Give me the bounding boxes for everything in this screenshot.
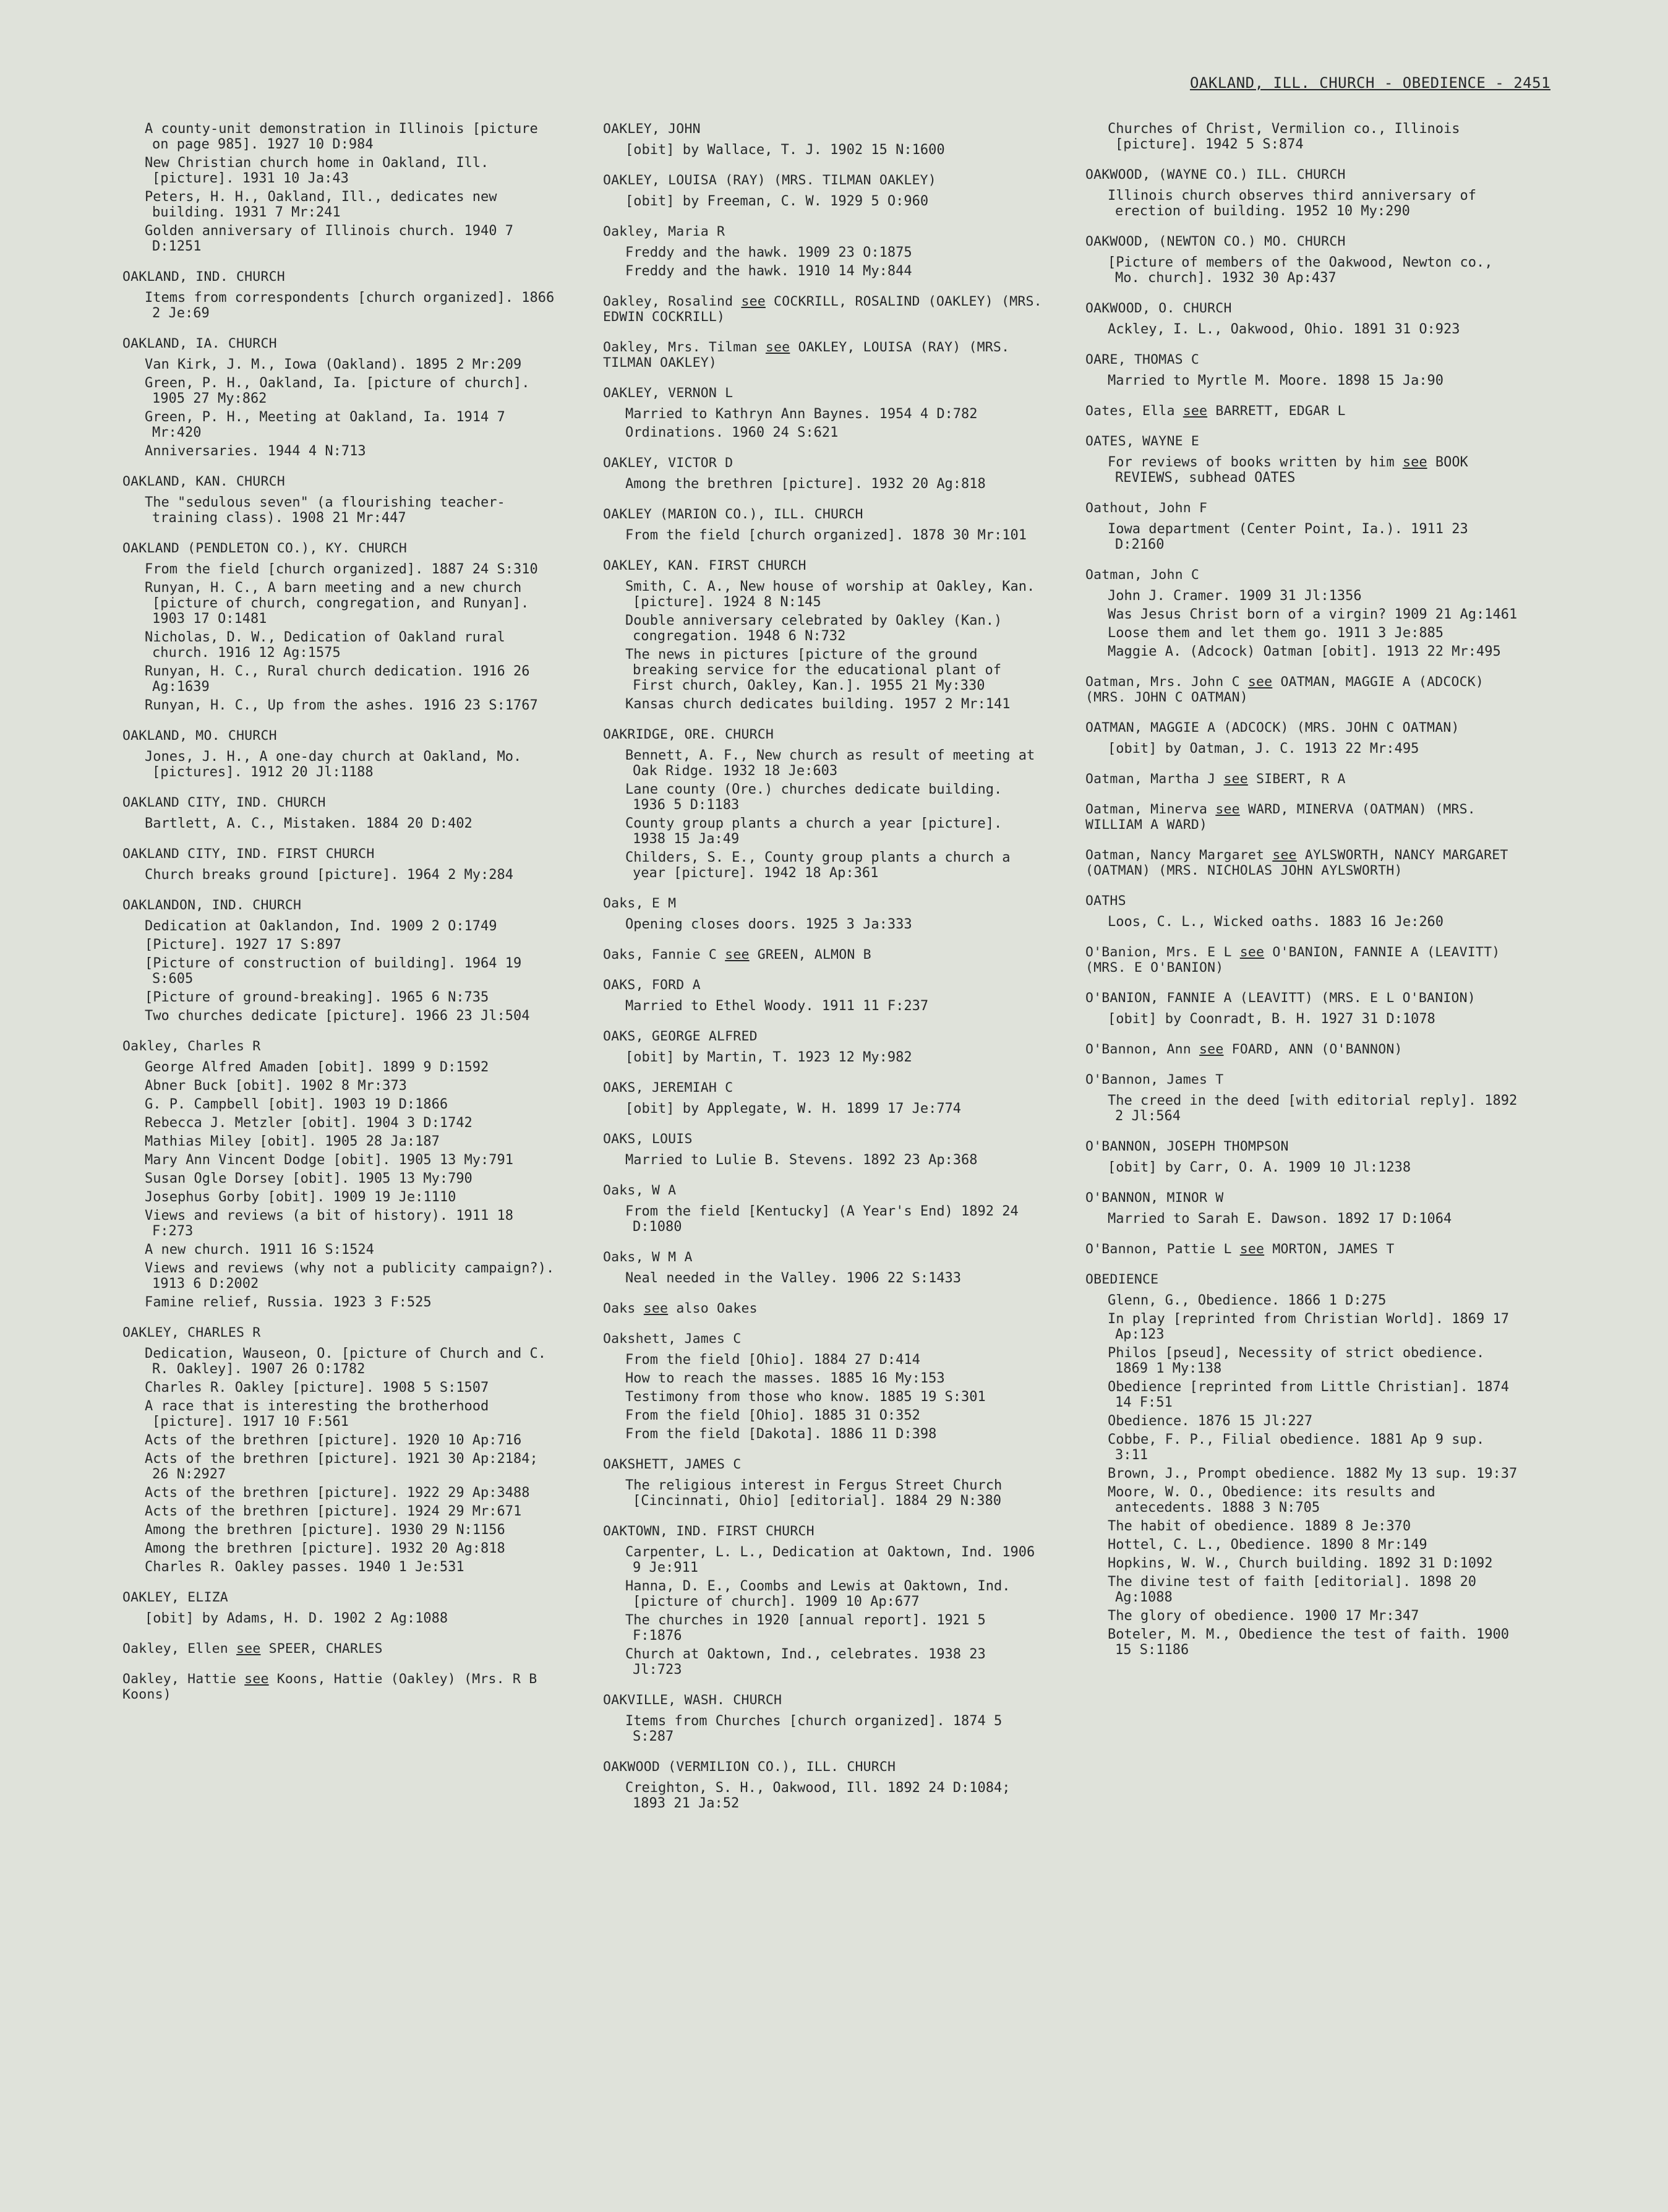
citation-line: [obit] by Martin, T. 1923 12 My:982 — [625, 1050, 912, 1065]
entry-heading: OAKTOWN, IND. FIRST CHURCH — [603, 1524, 815, 1539]
citation-line: Double anniversary celebrated by Oakley (Kan.) congregation. 1948 6 N:732 — [625, 613, 1003, 644]
index-entry — [122, 1325, 562, 1575]
entry-heading: OAKVILLE, WASH. CHURCH — [603, 1692, 782, 1708]
citation-line: A race that is interesting the brotherhood [picture]. 1917 10 F:561 — [145, 1399, 489, 1430]
index-entry — [1085, 945, 1525, 975]
index-entry — [122, 1039, 562, 1310]
citation-line: Acts of the brethren [picture]. 1920 10 Ap:716 — [145, 1433, 522, 1448]
citation-line: Anniversaries. 1944 4 N:713 — [145, 444, 366, 459]
entry-heading: Oaks, W M A — [603, 1250, 693, 1265]
citation-line: Rebecca J. Metzler [obit]. 1904 3 D:1742 — [145, 1115, 473, 1131]
citation-line: Bartlett, A. C., Mistaken. 1884 20 D:402 — [145, 816, 473, 831]
citation-line: Freddy and the hawk. 1910 14 My:844 — [625, 264, 912, 279]
citation-line: Among the brethren [picture]. 1930 29 N:1156 — [145, 1522, 505, 1538]
entry-heading: OAKLAND (PENDLETON CO.), KY. CHURCH — [122, 541, 408, 556]
index-entry — [603, 1524, 1042, 1678]
entry-heading: Oatman, Nancy Margaret see AYLSWORTH, NANCY MARGARET (OATMAN) (MRS. NICHOLAS JOHN AYLSWORTH) — [1085, 847, 1508, 878]
citation-line: Views and reviews (why not a publicity campaign?). 1913 6 D:2002 — [145, 1261, 555, 1292]
citation-line: A new church. 1911 16 S:1524 — [145, 1242, 374, 1258]
index-entry — [1085, 352, 1525, 388]
entry-heading: Oakley, Ellen see SPEER, CHARLES — [122, 1641, 383, 1657]
entry-heading: Oates, Ella see BARRETT, EDGAR L — [1085, 403, 1346, 419]
citation-line: Runyan, H. C., Rural church dedication. 1916 26 Ag:1639 — [145, 664, 530, 695]
index-entry — [122, 541, 562, 713]
index-entry — [1085, 121, 1525, 152]
entry-heading: OAKLEY (MARION CO.), ILL. CHURCH — [603, 507, 863, 522]
citation-line: [obit] by Adams, H. D. 1902 2 Ag:1088 — [145, 1611, 448, 1626]
entry-heading: O'BANNON, MINOR W — [1085, 1190, 1224, 1206]
index-entry — [1085, 567, 1525, 659]
citation-line: Runyan, H. C., Up from the ashes. 1916 23 S:1767 — [145, 698, 538, 713]
entry-heading: Oatman, John C — [1085, 567, 1200, 583]
entry-heading: OAKLEY, LOUISA (RAY) (MRS. TILMAN OAKLEY) — [603, 173, 936, 188]
citation-line: [obit] by Wallace, T. J. 1902 15 N:1600 — [625, 142, 945, 158]
citation-line: Van Kirk, J. M., Iowa (Oakland). 1895 2 Mr:209 — [145, 357, 522, 372]
index-entry — [122, 898, 562, 1024]
citation-line: Freddy and the hawk. 1909 23 O:1875 — [625, 245, 912, 260]
citation-line: The religious interest in Fergus Street Church [Cincinnati, Ohio] [editorial]. 1884 29 N:380 — [625, 1478, 1003, 1509]
citation-line: Boteler, M. M., Obedience the test of faith. 1900 15 S:1186 — [1108, 1627, 1510, 1658]
citation-line: John J. Cramer. 1909 31 Jl:1356 — [1108, 588, 1362, 604]
entry-heading: OAKLEY, KAN. FIRST CHURCH — [603, 558, 806, 573]
index-entry — [603, 224, 1042, 279]
citation-line: County group plants a church a year [picture]. 1938 15 Ja:49 — [625, 816, 1003, 847]
index-entry — [1085, 434, 1525, 486]
citation-line: For reviews of books written by him see BOOK REVIEWS, subhead OATES — [1108, 455, 1468, 486]
entry-heading: Oaks see also Oakes — [603, 1301, 758, 1316]
entry-heading: OAKLAND CITY, IND. FIRST CHURCH — [122, 846, 375, 862]
index-column-1 — [122, 121, 562, 1717]
index-entry — [603, 455, 1042, 492]
citation-line: From the field [Kentucky] (A Year's End) 1892 24 D:1080 — [625, 1204, 1019, 1235]
citation-line: The churches in 1920 [annual report]. 1921 5 F:1876 — [625, 1613, 986, 1644]
entry-heading: Oakley, Rosalind see COCKRILL, ROSALIND (OAKLEY) (MRS. EDWIN COCKRILL) — [603, 294, 1042, 325]
index-entry — [1085, 1272, 1525, 1658]
index-entry — [1085, 847, 1525, 878]
index-entry — [1085, 720, 1525, 757]
entry-heading: O'Bannon, James T — [1085, 1072, 1224, 1087]
entry-heading: Oakley, Maria R — [603, 224, 725, 239]
citation-line: [obit] by Applegate, W. H. 1899 17 Je:774 — [625, 1101, 962, 1117]
citation-line: Josephus Gorby [obit]. 1909 19 Je:1110 — [145, 1190, 456, 1205]
entry-heading: Oakshett, James C — [603, 1331, 742, 1347]
index-entry — [1085, 167, 1525, 219]
index-entry — [603, 507, 1042, 543]
index-entry — [603, 1331, 1042, 1442]
citation-line: From the field [church organized]. 1878 30 Mr:101 — [625, 528, 1027, 543]
index-entry — [603, 385, 1042, 440]
citation-line: New Christian church home in Oakland, Ill. [picture]. 1931 10 Ja:43 — [145, 155, 489, 186]
entry-heading: Oaks, W A — [603, 1183, 677, 1198]
citation-line: Charles R. Oakley passes. 1940 1 Je:531 — [145, 1559, 464, 1575]
index-column-2 — [603, 121, 1042, 1826]
index-entry — [603, 173, 1042, 209]
entry-heading: OATES, WAYNE E — [1085, 434, 1200, 449]
index-entry — [603, 727, 1042, 881]
entry-heading: OAKLAND, KAN. CHURCH — [122, 474, 285, 489]
entry-heading: OAKS, FORD A — [603, 977, 701, 993]
index-entry — [1085, 1042, 1525, 1057]
citation-line: Abner Buck [obit]. 1902 8 Mr:373 — [145, 1078, 407, 1094]
entry-heading: Oatman, Minerva see WARD, MINERVA (OATMAN) (MRS. WILLIAM A WARD) — [1085, 802, 1476, 833]
index-entry — [603, 1080, 1042, 1117]
citation-line: Church at Oaktown, Ind., celebrates. 1938 23 Jl:723 — [625, 1647, 986, 1678]
entry-heading: OAKLEY, CHARLES R — [122, 1325, 261, 1340]
entry-heading: O'BANNON, JOSEPH THOMPSON — [1085, 1139, 1289, 1154]
citation-line: Philos [pseud], Necessity of strict obedience. 1869 1 My:138 — [1108, 1345, 1485, 1376]
citation-line: Runyan, H. C., A barn meeting and a new church [picture of church, congregation, and Runyan]. 1903 17 O:1481 — [145, 580, 529, 627]
entry-heading: O'BANION, FANNIE A (LEAVITT) (MRS. E L O'BANION) — [1085, 990, 1476, 1006]
entry-heading: O'Bannon, Pattie L see MORTON, JAMES T — [1085, 1241, 1395, 1257]
entry-heading: OAKLEY, ELIZA — [122, 1590, 228, 1605]
citation-line: Loos, C. L., Wicked oaths. 1883 16 Je:260 — [1108, 914, 1444, 930]
index-entry — [603, 1457, 1042, 1509]
citation-line: [obit] by Coonradt, B. H. 1927 31 D:1078 — [1108, 1011, 1435, 1027]
citation-line: Acts of the brethren [picture]. 1921 30 Ap:2184; 26 N:2927 — [145, 1451, 538, 1482]
index-entry — [1085, 771, 1525, 787]
entry-heading: Oatman, Mrs. John C see OATMAN, MAGGIE A (ADCOCK) (MRS. JOHN C OATMAN) — [1085, 674, 1484, 705]
entry-heading: OAKRIDGE, ORE. CHURCH — [603, 727, 774, 742]
citation-line: Lane county (Ore.) churches dedicate building. 1936 5 D:1183 — [625, 782, 1003, 813]
citation-line: The divine test of faith [editorial]. 1898 20 Ag:1088 — [1108, 1574, 1477, 1605]
entry-heading: OATMAN, MAGGIE A (ADCOCK) (MRS. JOHN C OATMAN) — [1085, 720, 1460, 735]
entry-heading: Oakley, Mrs. Tilman see OAKLEY, LOUISA (RAY) (MRS. TILMAN OAKLEY) — [603, 340, 1010, 371]
citation-line: Two churches dedicate [picture]. 1966 23 Jl:504 — [145, 1008, 530, 1024]
entry-heading: OAKWOOD (VERMILION CO.), ILL. CHURCH — [603, 1759, 896, 1775]
entry-heading: OAKLEY, VERNON L — [603, 385, 733, 401]
entry-heading: OAKS, GEORGE ALFRED — [603, 1029, 758, 1044]
entry-heading: OAKLANDON, IND. CHURCH — [122, 898, 302, 913]
entry-heading: OAKLAND, IND. CHURCH — [122, 269, 285, 285]
citation-line: Married to Myrtle M. Moore. 1898 15 Ja:90 — [1108, 373, 1444, 388]
citation-line: Childers, S. E., County group plants a church a year [picture]. 1942 18 Ap:361 — [625, 850, 1011, 881]
citation-line: From the field [Ohio]. 1884 27 D:414 — [625, 1352, 920, 1368]
citation-line: Bennett, A. F., New church as result of meeting at Oak Ridge. 1932 18 Je:603 — [625, 748, 1035, 779]
index-entry — [1085, 1139, 1525, 1175]
citation-line: George Alfred Amaden [obit]. 1899 9 D:1592 — [145, 1060, 489, 1075]
index-entry — [603, 1250, 1042, 1286]
index-entry — [1085, 893, 1525, 930]
citation-line: Among the brethren [picture]. 1932 20 Ag:818 — [145, 1541, 505, 1556]
entry-heading: OAKLAND CITY, IND. CHURCH — [122, 795, 326, 810]
citation-line: A county-unit demonstration in Illinois [picture on page 985]. 1927 10 D:984 — [145, 121, 538, 152]
citation-line: Was Jesus Christ born of a virgin? 1909 21 Ag:1461 — [1108, 607, 1518, 622]
citation-line: Hanna, D. E., Coombs and Lewis at Oaktown, Ind. [picture of church]. 1909 10 Ap:677 — [625, 1579, 1011, 1610]
citation-line: Among the brethren [picture]. 1932 20 Ag:818 — [625, 476, 986, 492]
citation-line: Married to Ethel Woody. 1911 11 F:237 — [625, 998, 929, 1014]
citation-line: Iowa department (Center Point, Ia.). 1911 23 D:2160 — [1108, 521, 1468, 552]
index-entry — [603, 1301, 1042, 1316]
index-entry — [603, 121, 1042, 158]
entry-heading: OAKWOOD, (NEWTON CO.) MO. CHURCH — [1085, 234, 1346, 249]
citation-line: Maggie A. (Adcock) Oatman [obit]. 1913 22 Mr:495 — [1108, 644, 1501, 659]
citation-line: Mathias Miley [obit]. 1905 28 Ja:187 — [145, 1134, 440, 1149]
index-entry — [603, 1183, 1042, 1235]
entry-heading: OAKLEY, JOHN — [603, 121, 701, 137]
citation-line: Ackley, I. L., Oakwood, Ohio. 1891 31 O:923 — [1108, 322, 1460, 337]
index-entry — [122, 474, 562, 526]
index-entry — [1085, 802, 1525, 833]
index-entry — [1085, 1072, 1525, 1124]
index-entry — [603, 977, 1042, 1014]
citation-line: Kansas church dedicates building. 1957 2 Mr:141 — [625, 697, 1011, 712]
citation-line: Hottel, C. L., Obedience. 1890 8 Mr:149 — [1108, 1537, 1427, 1553]
index-entry — [1085, 301, 1525, 337]
citation-line: [Picture of members of the Oakwood, Newton co., Mo. church]. 1932 30 Ap:437 — [1108, 255, 1493, 286]
citation-line: The glory of obedience. 1900 17 Mr:347 — [1108, 1608, 1419, 1624]
entry-heading: OBEDIENCE — [1085, 1272, 1159, 1287]
entry-heading: OAKS, JEREMIAH C — [603, 1080, 733, 1095]
index-entry — [603, 896, 1042, 932]
citation-line: Carpenter, L. L., Dedication at Oaktown, Ind. 1906 9 Je:911 — [625, 1545, 1035, 1575]
citation-line: [Picture]. 1927 17 S:897 — [145, 937, 341, 953]
citation-line: Peters, H. H., Oakland, Ill., dedicates new building. 1931 7 Mr:241 — [145, 189, 497, 220]
index-entry — [122, 1590, 562, 1626]
citation-line: From the field [Ohio]. 1885 31 O:352 — [625, 1408, 920, 1423]
citation-line: Churches of Christ, Vermilion co., Illinois [picture]. 1942 5 S:874 — [1108, 121, 1460, 152]
citation-line: Neal needed in the Valley. 1906 22 S:1433 — [625, 1271, 962, 1286]
entry-heading: Oaks, E M — [603, 896, 677, 911]
index-entry — [1085, 1241, 1525, 1257]
entry-heading: OAKSHETT, JAMES C — [603, 1457, 742, 1472]
citation-line: Nicholas, D. W., Dedication of Oakland rural church. 1916 12 Ag:1575 — [145, 630, 505, 661]
citation-line: [obit] by Carr, O. A. 1909 10 Jl:1238 — [1108, 1160, 1411, 1175]
citation-line: Acts of the brethren [picture]. 1922 29 Ap:3488 — [145, 1485, 530, 1501]
citation-line: Items from Churches [church organized]. 1874 5 S:287 — [625, 1713, 1003, 1744]
index-entry — [122, 269, 562, 321]
citation-line: The "sedulous seven" (a flourishing teacher-training class). 1908 21 Mr:447 — [145, 495, 505, 526]
citation-line: The habit of obedience. 1889 8 Je:370 — [1108, 1519, 1411, 1534]
index-entry — [122, 846, 562, 883]
citation-line: [Picture of construction of building]. 1964 19 S:605 — [145, 956, 522, 987]
citation-line: [obit] by Oatman, J. C. 1913 22 Mr:495 — [1108, 741, 1419, 757]
citation-line: Green, P. H., Meeting at Oakland, Ia. 1914 7 Mr:420 — [145, 409, 505, 440]
index-entry — [122, 795, 562, 831]
citation-line: Golden anniversary of Illinois church. 1940 7 D:1251 — [145, 223, 514, 254]
index-entry — [122, 336, 562, 459]
citation-line: Green, P. H., Oakland, Ia. [picture of church]. 1905 27 My:862 — [145, 375, 530, 406]
citation-line: Opening closes doors. 1925 3 Ja:333 — [625, 917, 912, 932]
index-entry — [1085, 500, 1525, 552]
citation-line: Testimony from those who know. 1885 19 S:301 — [625, 1389, 986, 1405]
citation-line: Married to Kathryn Ann Baynes. 1954 4 D:782 — [625, 406, 978, 422]
citation-line: Glenn, G., Obedience. 1866 1 D:275 — [1108, 1293, 1387, 1308]
citation-line: Views and reviews (a bit of history). 1911 18 F:273 — [145, 1208, 514, 1239]
citation-line: [obit] by Freeman, C. W. 1929 5 O:960 — [625, 194, 929, 209]
citation-line: G. P. Campbell [obit]. 1903 19 D:1866 — [145, 1097, 448, 1112]
citation-line: Cobbe, F. P., Filial obedience. 1881 Ap 9 sup. 3:11 — [1108, 1432, 1485, 1463]
citation-line: The news in pictures [picture of the ground breaking service for the educational plant of First church, Oakley, Kan.]. 1955 21 My:330 — [625, 647, 1002, 693]
citation-line: Creighton, S. H., Oakwood, Ill. 1892 24 D:1084; 1893 21 Ja:52 — [625, 1780, 1011, 1811]
citation-line: Hopkins, W. W., Church building. 1892 31 D:1092 — [1108, 1556, 1493, 1571]
citation-line: Ordinations. 1960 24 S:621 — [625, 425, 839, 440]
index-entry — [1085, 990, 1525, 1027]
citation-line: Loose them and let them go. 1911 3 Je:885 — [1108, 625, 1444, 641]
index-entry — [603, 947, 1042, 962]
entry-heading: OAKLEY, VICTOR D — [603, 455, 733, 471]
citation-line: The creed in the deed [with editorial reply]. 1892 2 Jl:564 — [1108, 1093, 1518, 1124]
citation-line: [Picture of ground-breaking]. 1965 6 N:735 — [145, 990, 489, 1005]
entry-heading: OARE, THOMAS C — [1085, 352, 1200, 367]
citation-line: Acts of the brethren [picture]. 1924 29 Mr:671 — [145, 1504, 522, 1519]
entry-heading: Oathout, John F — [1085, 500, 1208, 516]
index-entry — [603, 1692, 1042, 1744]
running-head: OAKLAND, ILL. CHURCH - OBEDIENCE - 2451 — [1189, 74, 1550, 92]
entry-heading: O'Bannon, Ann see FOARD, ANN (O'BANNON) — [1085, 1042, 1403, 1057]
citation-line: Items from correspondents [church organized]. 1866 2 Je:69 — [145, 290, 555, 321]
entry-heading: OATHS — [1085, 893, 1126, 909]
citation-line: From the field [church organized]. 1887 24 S:310 — [145, 562, 538, 577]
citation-line: Dedication, Wauseon, O. [picture of Church and C. R. Oakley]. 1907 26 O:1782 — [145, 1346, 547, 1377]
entry-heading: Oaks, Fannie C see GREEN, ALMON B — [603, 947, 871, 962]
index-entry — [122, 1671, 562, 1702]
citation-line: Moore, W. O., Obedience: its results and antecedents. 1888 3 N:705 — [1108, 1485, 1435, 1515]
citation-line: Illinois church observes third anniversary of erection of building. 1952 10 My:290 — [1108, 188, 1477, 219]
entry-heading: O'Banion, Mrs. E L see O'BANION, FANNIE A (LEAVITT) (MRS. E O'BANION) — [1085, 945, 1500, 975]
citation-line: Church breaks ground [picture]. 1964 2 My:284 — [145, 867, 514, 883]
index-entry — [603, 340, 1042, 371]
index-entry — [1085, 674, 1525, 705]
index-entry — [122, 1641, 562, 1657]
citation-line: Smith, C. A., New house of worship at Oakley, Kan. [picture]. 1924 8 N:145 — [625, 579, 1035, 610]
citation-line: Jones, J. H., A one-day church at Oakland, Mo. [pictures]. 1912 20 Jl:1188 — [145, 749, 522, 780]
entry-heading: Oakley, Charles R — [122, 1039, 261, 1054]
citation-line: Famine relief, Russia. 1923 3 F:525 — [145, 1295, 432, 1310]
index-entry — [603, 1029, 1042, 1065]
index-entry — [1085, 403, 1525, 419]
citation-line: Susan Ogle Dorsey [obit]. 1905 13 My:790 — [145, 1171, 473, 1186]
index-entry — [122, 121, 562, 254]
citation-line: Dedication at Oaklandon, Ind. 1909 2 O:1749 — [145, 919, 497, 934]
citation-line: Brown, J., Prompt obedience. 1882 My 13 sup. 19:37 — [1108, 1466, 1518, 1481]
entry-heading: OAKWOOD, O. CHURCH — [1085, 301, 1232, 316]
citation-line: Married to Lulie B. Stevens. 1892 23 Ap:368 — [625, 1152, 978, 1168]
citation-line: Mary Ann Vincent Dodge [obit]. 1905 13 My:791 — [145, 1152, 514, 1168]
citation-line: Married to Sarah E. Dawson. 1892 17 D:1064 — [1108, 1211, 1452, 1227]
entry-heading: Oakley, Hattie see Koons, Hattie (Oakley) (Mrs. R B Koons) — [122, 1671, 537, 1702]
citation-line: In play [reprinted from Christian World]. 1869 17 Ap:123 — [1108, 1311, 1510, 1342]
entry-heading: OAKS, LOUIS — [603, 1131, 693, 1147]
index-entry — [603, 294, 1042, 325]
entry-heading: OAKWOOD, (WAYNE CO.) ILL. CHURCH — [1085, 167, 1346, 182]
index-entry — [603, 1131, 1042, 1168]
entry-heading: OAKLAND, MO. CHURCH — [122, 728, 277, 744]
citation-line: Charles R. Oakley [picture]. 1908 5 S:1507 — [145, 1380, 489, 1395]
index-entry — [1085, 1190, 1525, 1227]
index-column-3 — [1085, 121, 1525, 1673]
citation-line: Obedience [reprinted from Little Christian]. 1874 14 F:51 — [1108, 1379, 1510, 1410]
index-entry — [603, 558, 1042, 712]
citation-line: How to reach the masses. 1885 16 My:153 — [625, 1371, 945, 1386]
index-entry — [603, 1759, 1042, 1811]
citation-line: From the field [Dakota]. 1886 11 D:398 — [625, 1426, 937, 1442]
index-entry — [122, 728, 562, 780]
citation-line: Obedience. 1876 15 Jl:227 — [1108, 1413, 1313, 1429]
index-entry — [1085, 234, 1525, 286]
entry-heading: OAKLAND, IA. CHURCH — [122, 336, 277, 351]
entry-heading: Oatman, Martha J see SIBERT, R A — [1085, 771, 1346, 787]
